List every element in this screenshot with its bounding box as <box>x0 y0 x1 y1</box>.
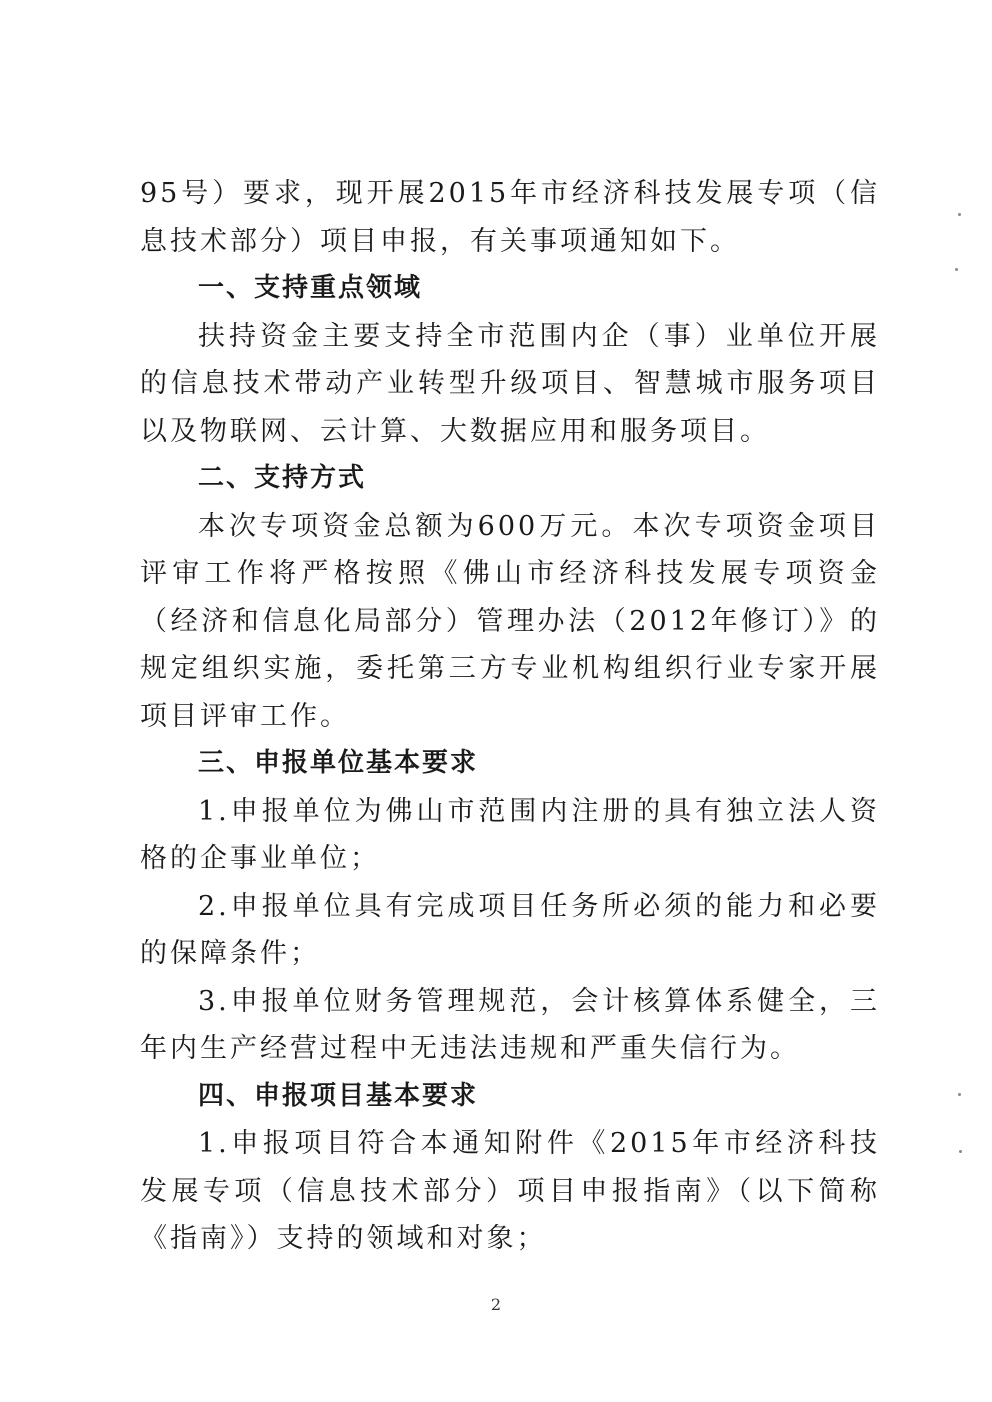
scan-speck <box>959 1150 962 1153</box>
section-heading-1: 一、支持重点领域 <box>198 273 423 303</box>
section-heading-2: 二、支持方式 <box>198 463 367 493</box>
scan-speck <box>958 1093 961 1096</box>
scan-speck <box>955 268 958 271</box>
intro-paragraph: 95号）要求，现开展2015年市经济科技发展专项（信息技术部分）项目申报，有关事项通知如下。 <box>140 178 880 257</box>
section-heading-3: 三、申报单位基本要求 <box>198 748 479 778</box>
section-3-item-3: 3.申报单位财务管理规范，会计核算体系健全，三年内生产经营过程中无违法违规和严重失信行为。 <box>140 985 880 1064</box>
page-number: 2 <box>490 1295 502 1314</box>
document-body <box>140 170 880 1263</box>
section-4-item-1: 1.申报项目符合本通知附件《2015年市经济科技发展专项（信息技术部分）项目申报指南》（以下简称《指南》）支持的领域和对象； <box>140 1128 880 1254</box>
section-1-paragraph: 扶持资金主要支持全市范围内企（事）业单位开展的信息技术带动产业转型升级项目、智慧城市服务项目以及物联网、云计算、大数据应用和服务项目。 <box>140 320 880 447</box>
section-heading-4: 四、申报项目基本要求 <box>198 1080 479 1111</box>
section-3-item-2: 2.申报单位具有完成项目任务所必须的能力和必要的保障条件； <box>140 890 880 969</box>
scan-speck <box>958 213 961 216</box>
section-3-item-1: 1.申报单位为佛山市范围内注册的具有独立法人资格的企事业单位； <box>140 795 880 874</box>
section-2-paragraph: 本次专项资金总额为600万元。本次专项资金项目评审工作将严格按照《佛山市经济科技发展专项资金（经济和信息化局部分）管理办法（2012年修订）》的规定组织实施，委托第三方专业机构组织行业专家开展项目评审工作。 <box>140 510 880 732</box>
